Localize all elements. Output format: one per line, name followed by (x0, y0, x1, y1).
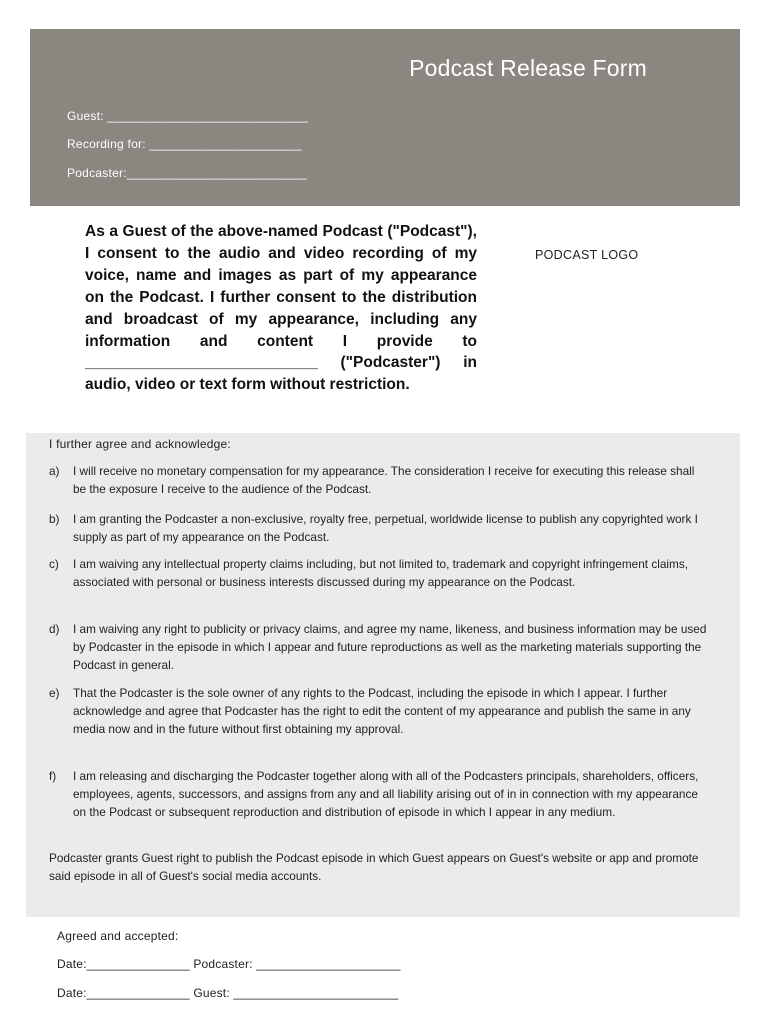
term-text: I am waiving any intellectual property claims including, but not limited to, trademark and copyright infringement claims, associated with personal or business interests discussed during my appearance on the Podcast. (73, 557, 689, 590)
term-letter: d) (49, 622, 60, 636)
term-letter: e) (49, 686, 60, 700)
guest-signature-line[interactable]: Date:_______________ Guest: ________________________ (57, 986, 399, 1000)
term-item (49, 767, 709, 822)
recording-for-field[interactable]: Recording for: ______________________ (67, 137, 302, 151)
term-text: I am waiving any right to publicity or privacy claims, and agree my name, likeness, and business information may be used by Podcaster in the episode in which I appear and future reproductions as well as the marketing materials supporting the Podcast in general. (73, 622, 707, 673)
term-item (49, 510, 709, 546)
terms-intro: I further agree and acknowledge: (49, 437, 231, 451)
term-text: I am granting the Podcaster a non-exclusive, royalty free, perpetual, worldwide license to publish any copyrighted work I supply as part of my appearance on the Podcast. (73, 512, 698, 545)
podcaster-field[interactable]: Podcaster:__________________________ (67, 166, 307, 180)
consent-paragraph: As a Guest of the above-named Podcast ("Podcast"), I consent to the audio and video recording of my voice, name and images as part of my appearance on the Podcast. I further consent to the distribution and broadcast of my appearance, including any information and content I provide to ___________________________ ("Podcaster") in audio, video or text form without restriction. (85, 223, 477, 394)
podcaster-signature-line[interactable]: Date:_______________ Podcaster: _____________________ (57, 957, 401, 971)
term-letter: f) (49, 769, 57, 783)
term-letter: a) (49, 464, 60, 478)
term-item (49, 555, 709, 591)
term-text: I will receive no monetary compensation for my appearance. The consideration I receive for executing this release shall be the exposure I receive to the audience of the Podcast. (73, 464, 695, 497)
form-header (30, 29, 740, 206)
term-letter: b) (49, 512, 60, 526)
podcast-logo-placeholder: PODCAST LOGO (535, 248, 639, 262)
term-text: That the Podcaster is the sole owner of any rights to the Podcast, including the episode in which I appear. I further acknowledge and agree that Podcaster has the right to edit the content of my appearance and publish the same in any media now and in the future without first obtaining my approval. (73, 686, 691, 737)
guest-field[interactable]: Guest: _____________________________ (67, 109, 309, 123)
term-letter: c) (49, 557, 59, 571)
term-item (49, 684, 709, 739)
terms-section (26, 433, 740, 917)
form-title: Podcast Release Form (409, 55, 647, 81)
term-item (49, 620, 709, 675)
agreed-label: Agreed and accepted: (57, 929, 179, 943)
publish-rights-paragraph: Podcaster grants Guest right to publish the Podcast episode in which Guest appears on Guest's website or app and promote said episode in all of Guest's social media accounts. (49, 851, 699, 884)
term-item (49, 462, 709, 498)
term-text: I am releasing and discharging the Podcaster together along with all of the Podcasters principals, shareholders, officers, employees, agents, successors, and assigns from any and all liability arising out of in in connection with my appearance on the Podcast or subsequent reproduction and distribution of episode in which I appear in any medium. (73, 769, 699, 820)
